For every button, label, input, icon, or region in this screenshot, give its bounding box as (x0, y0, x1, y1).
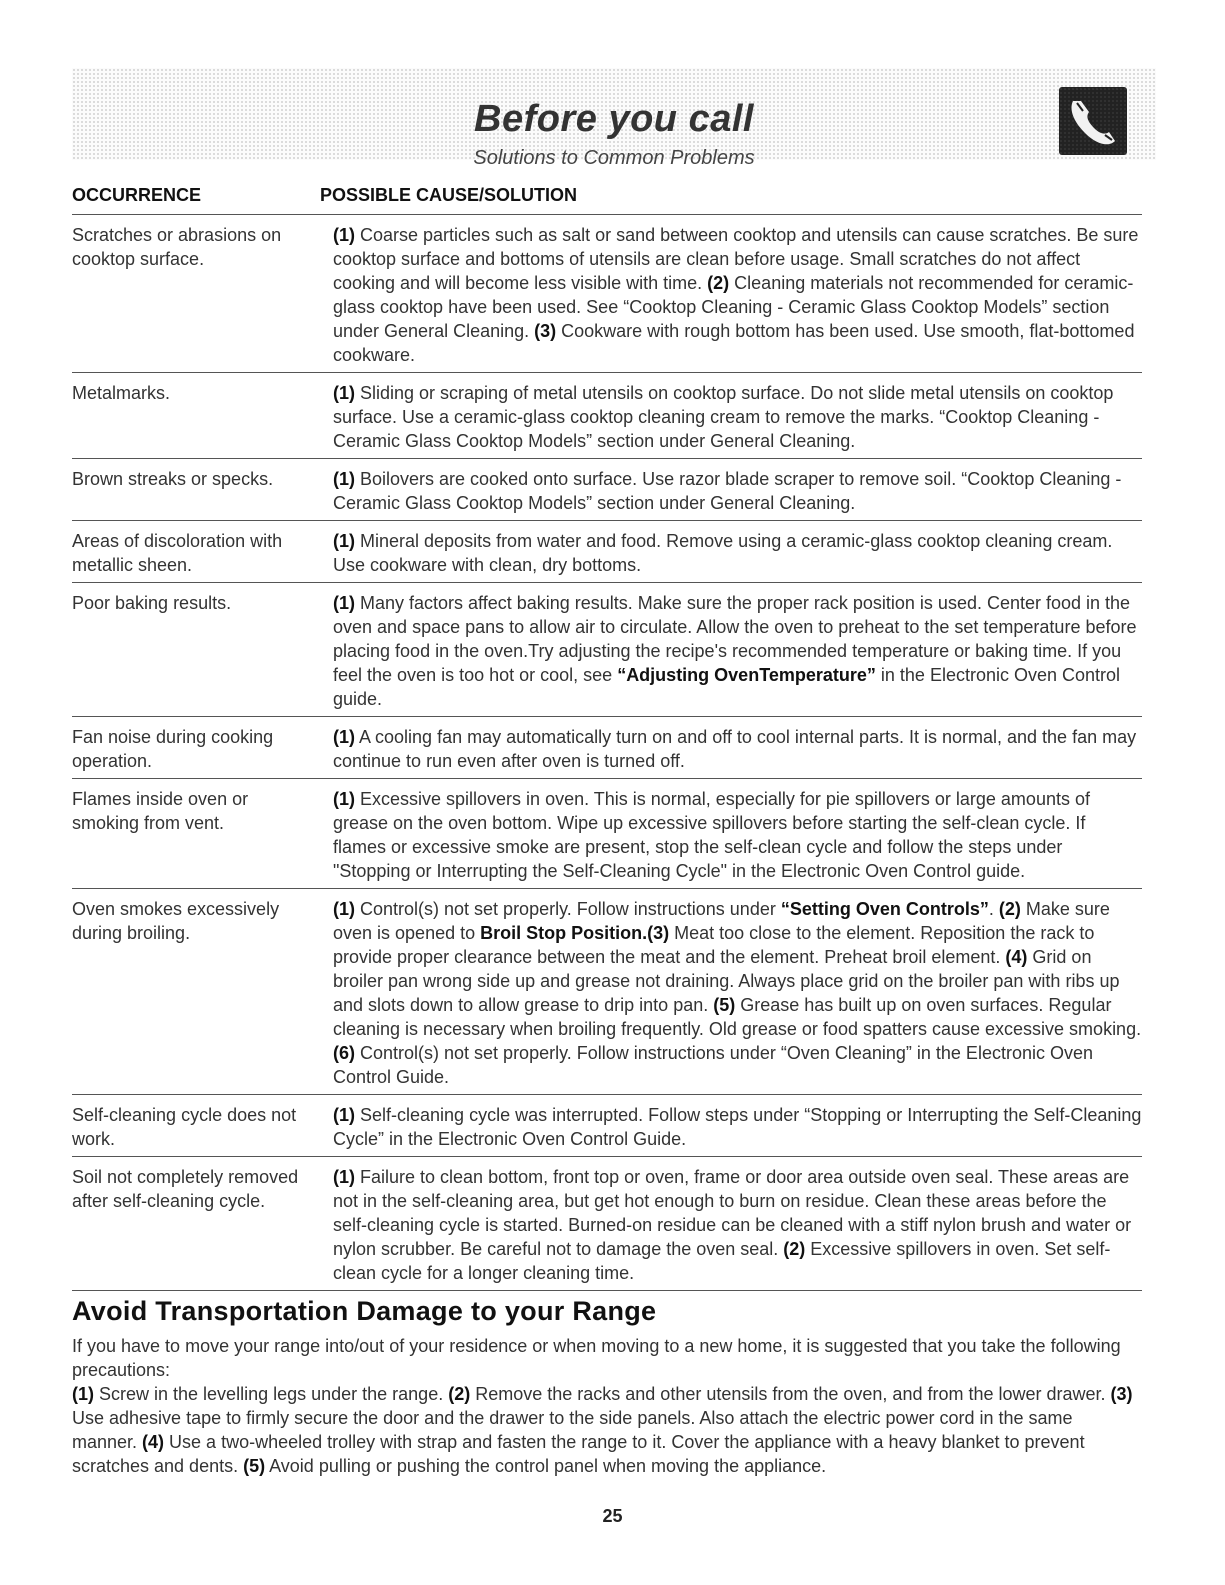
table-row (72, 888, 1142, 1094)
table-row (72, 778, 1142, 888)
emphasized-reference: Broil Stop Position. (480, 923, 648, 943)
occurrence-column-header: OCCURRENCE (72, 185, 202, 205)
table-row (72, 458, 1142, 520)
occurrence-cell: Metalmarks. (72, 383, 171, 403)
item-number: (3) (1110, 1384, 1133, 1404)
item-number: (3) (647, 923, 670, 943)
solution-text: Excessive spillovers in oven. This is normal, especially for pie spillovers or large amounts of grease on the oven bottom. Wipe up excessive spillovers before starting the self-clean cycle. If flames or excessive smoke are present, stop the self-clean cycle and follow the steps under "Stopping or Interrupting the Self-Cleaning Cycle" in the Electronic Oven Control guide. (333, 789, 1090, 881)
item-number: (1) (333, 531, 355, 551)
occurrence-cell: Scratches or abrasions on cooktop surface. (72, 225, 282, 269)
solution-text: Excessive spillovers in oven. Set self-clean cycle for a longer cleaning time. (333, 1239, 1111, 1283)
solution-text: Many factors affect baking results. Make sure the proper rack position is used. Center food in the oven and space pans to allow air to circulate. Allow the oven to preheat to the set temperature before placing food in the oven.Try adjusting the recipe's recommended temperature or baking time. If you feel the oven is too hot or cool, see (333, 593, 1137, 685)
item-number: (4) (1005, 947, 1028, 967)
item-number: (1) (333, 593, 355, 613)
telephone-icon (1059, 87, 1127, 155)
solution-text: Grease has built up on oven surfaces. Regular cleaning is necessary when broiling frequently. Old grease or food spatters cause excessive smoking. (333, 995, 1142, 1039)
item-number: (1) (333, 899, 355, 919)
solution-text: . (988, 899, 999, 919)
table-row (72, 1156, 1142, 1291)
solution-text: Control(s) not set properly. Follow instructions under “Oven Cleaning” in the Electronic Oven Control Guide. (333, 1043, 1093, 1087)
occurrence-cell: Oven smokes excessively during broiling. (72, 899, 280, 943)
solution-cell (333, 897, 1142, 1089)
transport-steps (72, 1382, 1142, 1478)
item-number: (1) (333, 383, 355, 403)
solution-text: Cookware with rough bottom has been used. Use smooth, flat-bottomed cookware. (333, 321, 1135, 365)
item-number: (1) (333, 225, 355, 245)
occurrence-cell: Fan noise during cooking operation. (72, 727, 274, 771)
occurrence-cell: Brown streaks or specks. (72, 469, 274, 489)
solution-cell (333, 591, 1142, 711)
solution-text: Boilovers are cooked onto surface. Use razor blade scraper to remove soil. “Cooktop Cleaning - Ceramic Glass Cooktop Models” section under General Cleaning. (333, 469, 1122, 513)
table-row (72, 214, 1142, 372)
table-row (72, 582, 1142, 716)
item-number: (1) (333, 1167, 355, 1187)
occurrence-cell: Self-cleaning cycle does not work. (72, 1105, 297, 1149)
solution-text: Failure to clean bottom, front top or oven, frame or door area outside oven seal. These areas are not in the self-cleaning area, but get hot enough to burn on residue. Clean these areas before the self-cleaning cycle is started. Burned-on residue can be cleaned with a stiff nylon brush and water or nylon scrubber. Be careful not to damage the oven seal. (333, 1167, 1132, 1259)
table-row (72, 1094, 1142, 1156)
solution-text: Control(s) not set properly. Follow instructions under (355, 899, 781, 919)
solution-text: Meat too close to the element. Reposition the rack to provide proper clearance between the meat and the element. Preheat broil element. (333, 923, 1095, 967)
emphasized-reference: “Setting Oven Controls” (780, 899, 989, 919)
solution-cell (333, 467, 1142, 515)
solution-text: Use adhesive tape to firmly secure the door and the drawer to the side panels. Also attach the electric power cord in the same manner. (72, 1408, 1073, 1452)
solution-cell (333, 1103, 1142, 1151)
solution-text: Make sure oven is opened to (333, 899, 1110, 943)
table-row (72, 716, 1142, 778)
table-row (72, 372, 1142, 458)
solution-cell (333, 223, 1142, 367)
solution-text: Grid on broiler pan wrong side up and grease not draining. Always place grid on the broiler pan with ribs up and slots down to allow grease to drip into pan. (333, 947, 1120, 1015)
section-title: Avoid Transportation Damage to your Range (72, 1296, 657, 1326)
solution-text: Avoid pulling or pushing the control panel when moving the appliance. (265, 1456, 827, 1476)
solution-text: Cleaning materials not recommended for ceramic-glass cooktop have been used. See “Cooktop Cleaning - Ceramic Glass Cooktop Models” section under General Cleaning. (333, 273, 1134, 341)
page-subtitle: Solutions to Common Problems (473, 147, 755, 169)
solution-text: Use a two-wheeled trolley with strap and fasten the range to it. Cover the appliance with a heavy blanket to prevent scratches and dents. (72, 1432, 1085, 1476)
item-number: (1) (333, 469, 355, 489)
solution-text: Coarse particles such as salt or sand between cooktop and utensils can cause scratches. Be sure cooktop surface and bottoms of utensils are clean before usage. Small scratches do not affect cooking and will become less visible with time. (333, 225, 1139, 293)
solution-cell (333, 381, 1142, 453)
solution-text: Self-cleaning cycle was interrupted. Follow steps under “Stopping or Interrupting the Self-Cleaning Cycle” in the Electronic Oven Control Guide. (333, 1105, 1142, 1149)
troubleshooting-table (72, 214, 1142, 1291)
item-number: (1) (333, 1105, 355, 1125)
occurrence-cell: Areas of discoloration with metallic sheen. (72, 531, 283, 575)
solution-cell (333, 529, 1142, 577)
item-number: (1) (72, 1384, 94, 1404)
item-number: (1) (333, 789, 355, 809)
solution-cell (333, 787, 1142, 883)
solution-text: Sliding or scraping of metal utensils on cooktop surface. Do not slide metal utensils on cooktop surface. Use a ceramic-glass cooktop cleaning cream to remove the marks. “Cooktop Cleaning - Ceramic Glass Cooktop Models” section under General Cleaning. (333, 383, 1114, 451)
solution-text: in the Electronic Oven Control guide. (333, 665, 1121, 709)
item-number: (2) (998, 899, 1021, 919)
page-title: Before you call (474, 98, 754, 140)
occurrence-cell: Flames inside oven or smoking from vent. (72, 789, 249, 833)
transport-intro: If you have to move your range into/out of your residence or when moving to a new home, it is suggested that you take the following precautions: (72, 1336, 1121, 1380)
item-number: (5) (713, 995, 736, 1015)
table-row (72, 520, 1142, 582)
solution-column-header: POSSIBLE CAUSE/SOLUTION (320, 185, 578, 205)
emphasized-reference: “Adjusting OvenTemperature” (617, 665, 876, 685)
item-number: (4) (142, 1432, 165, 1452)
solution-cell (333, 1165, 1142, 1285)
item-number: (3) (534, 321, 557, 341)
header-banner (72, 68, 1156, 169)
page-number: 25 (602, 1506, 623, 1526)
item-number: (2) (448, 1384, 471, 1404)
item-number: (2) (707, 273, 730, 293)
solution-text: Screw in the levelling legs under the range. (94, 1384, 449, 1404)
item-number: (1) (333, 727, 355, 747)
item-number: (5) (243, 1456, 266, 1476)
solution-text: Mineral deposits from water and food. Remove using a ceramic-glass cooktop cleaning cream. Use cookware with clean, dry bottoms. (333, 531, 1113, 575)
solution-text: Remove the racks and other utensils from the oven, and from the lower drawer. (470, 1384, 1111, 1404)
solution-cell (333, 725, 1142, 773)
solution-text: A cooling fan may automatically turn on and off to cool internal parts. It is normal, and the fan may continue to run even after oven is turned off. (333, 727, 1137, 771)
item-number: (6) (333, 1043, 355, 1063)
occurrence-cell: Soil not completely removed after self-cleaning cycle. (72, 1167, 299, 1211)
occurrence-cell: Poor baking results. (72, 593, 232, 613)
item-number: (2) (783, 1239, 806, 1259)
